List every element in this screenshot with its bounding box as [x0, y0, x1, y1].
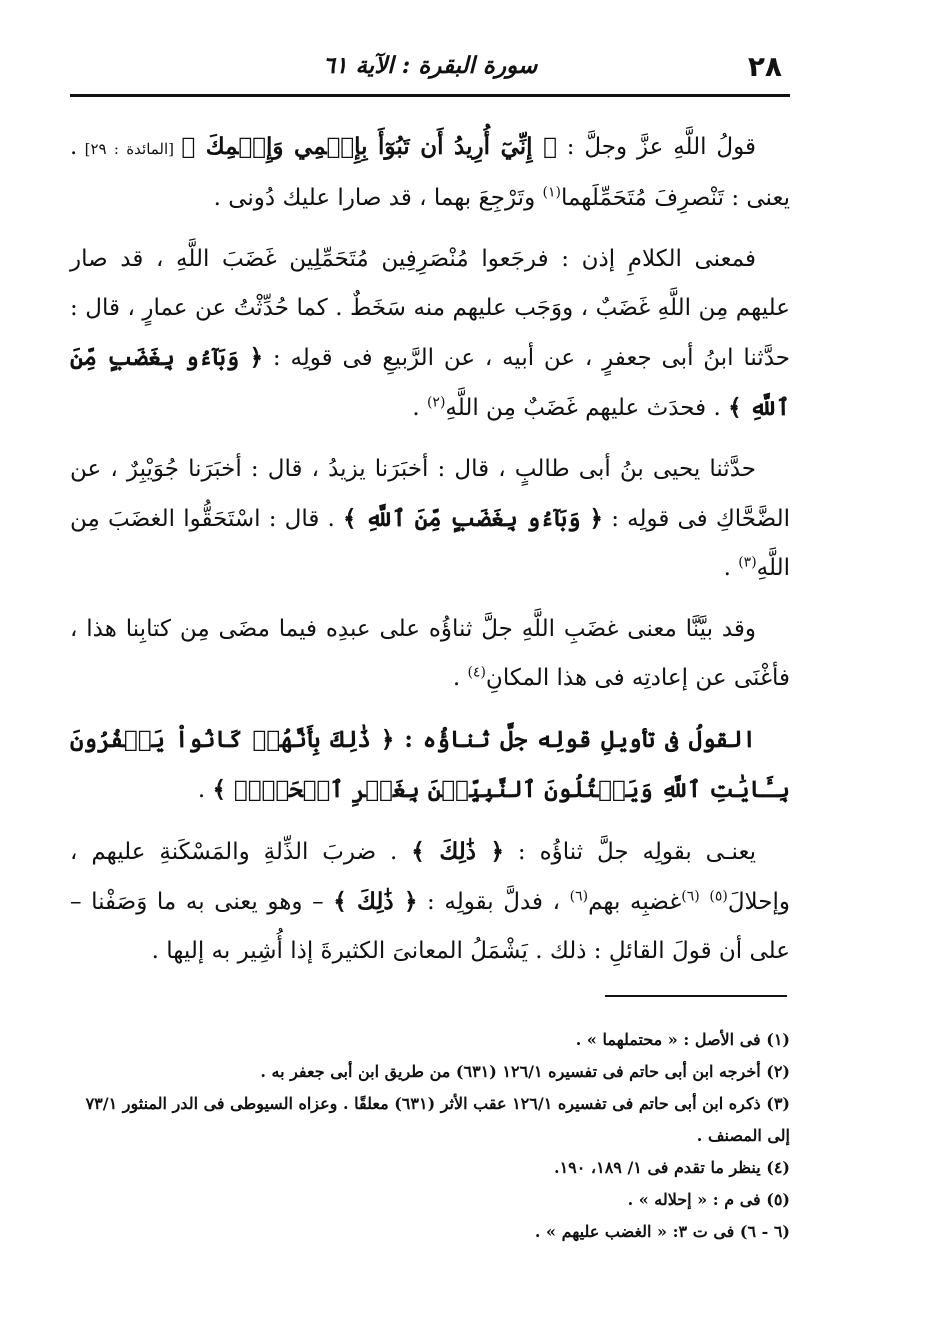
text-run: وقد بيَّنَّا معنى غضَبِ اللَّهِ جلَّ ثناؤُه على عبدِه فيما مضَى مِن كتابِنا هذا ، فأغْنَى عن إعادتِه فى هذا المكانِ — [70, 616, 790, 691]
footnote-3: (٣) ذكره ابن أبى حاتم فى تفسيره ١٢٦/١ عقب الأثر (٦٣١) معلقًا . وعزاه السيوطى فى الدر المنثور ٧٣/١ إلى المصنف . — [85, 1094, 790, 1145]
paragraph-3 — [70, 445, 790, 593]
footnotes — [70, 1024, 790, 1248]
text-run: . قال : اسْتَحَقُّوا الغضَبَ مِن اللَّهِ — [70, 506, 790, 581]
text-run: . يعنى : تَنْصرِفَ مُتَحَمِّلَهما — [70, 134, 790, 211]
footnote-marker: (٢) — [426, 394, 446, 411]
text-run: فمعنى الكلامِ إذن : فرجَعوا مُنْصَرِفِين مُتَحَمِّلِين غَضَبَ اللَّهِ ، قد صار عليهم مِن اللَّهِ غَضَبٌ ، ووَجَب عليهم منه سَخَطٌ . كما حُدِّثْتُ عن عمارٍ ، قال : حدَّثنا ابنُ أبى جعفرٍ ، عن أبيه ، عن الرَّبيعِ فى قولِه : — [70, 246, 790, 371]
footnote-marker: (٤) — [467, 664, 486, 681]
page-number: ٢٨ — [747, 50, 782, 83]
page-header — [70, 44, 790, 88]
paragraph-5 — [70, 715, 790, 815]
text-run: وتَرْجِعَ بهما ، قد صارا عليك دُونى . — [213, 185, 543, 211]
text-run — [700, 889, 710, 915]
text-run: . ضربَ الذِّلةِ والمَسْكَنةِ عليهم ، وإحلالَ — [70, 839, 790, 915]
text-run: – وهو يعنى به ما وَصَفْنا – على أن قولَ القائلِ : ذلك . يَشْمَلُ المعانىَ الكثيرةَ إذا أُشِير به إليها . — [70, 889, 790, 964]
text-run: . — [452, 665, 468, 691]
header-divider — [70, 94, 790, 97]
text-run: قولُ اللَّهِ عزَّ وجلَّ : — [556, 134, 756, 160]
paragraph-6 — [70, 827, 790, 976]
footnote-5: (٥) فى م : « إحلاله » . — [627, 1190, 790, 1209]
text-run: ، فدلَّ بقولِه : — [417, 889, 570, 915]
text-run: . فحدَث عليهم غَضَبٌ مِن اللَّهِ — [445, 395, 729, 421]
footnote-marker: (٦) — [569, 888, 589, 905]
quran-verse: ﴿ ذَٰلِكَ بِأَنَّهُمۡ كَانُواْ يَكۡفُرُونَ بِـَٔايَٰتِ ٱللَّهِ وَيَقۡتُلُونَ ٱلنَّبِيِّـۧنَ بِغَيۡرِ ٱلۡحَقِّۗ ﴾ — [70, 726, 790, 803]
text-run: يعنـى بقولِه جلَّ ثناؤُه : — [504, 839, 756, 865]
text-run: . — [412, 395, 427, 421]
footnote-marker: (٥) — [709, 888, 728, 905]
quran-verse: ﴿ وَبَآءُو بِغَضَبٍ مِّنَ ٱللَّهِ ﴾ — [70, 344, 790, 421]
footnote-marker: (١) — [542, 184, 561, 201]
paragraph-2 — [70, 235, 790, 433]
paragraph-4 — [70, 605, 790, 703]
footnote-6: (٦ - ٦) فى ت ٣: « الغضب عليهم » . — [534, 1222, 790, 1241]
footnote-1: (١) فى الأصل : « محتملهما » . — [575, 1030, 790, 1049]
running-title: سورة البقرة : الآية ٦١ — [322, 52, 538, 79]
paragraph-1 — [70, 122, 790, 223]
footnote-2: (٢) أخرجه ابن أبى حاتم فى تفسيره ١٢٦/١ (٦٣١) من طريق ابن أبى جعفر به . — [260, 1062, 790, 1081]
text-run: غضبِه بهم — [588, 889, 682, 915]
footnote-marker: (٦) — [681, 888, 700, 905]
text-run: حدَّثنا يحيى بنُ أبى طالبٍ ، قال : أخبَرَنا يزيدُ ، قال : أخبَرَنا جُوَيْبِرٌ ، عن الضَّحَّاكِ فى قولِه : — [70, 456, 790, 532]
text-run: . — [197, 777, 213, 803]
quran-verse: ﴿ ذَٰلِكَ ﴾ — [411, 838, 505, 865]
section-heading: القولُ فى تأويلِ قولِه جلَّ ثناؤُه : — [394, 726, 756, 753]
main-text — [70, 122, 790, 988]
verse-citation: [المائدة : ٢٩] — [77, 140, 182, 158]
quran-verse: ﴿ ذَٰلِكَ ﴾ — [333, 888, 418, 915]
text-run: . — [723, 555, 739, 581]
footnote-divider — [605, 995, 787, 997]
quran-verse: ﴿ إِنِّيٓ أُرِيدُ أَن تَبُوٓأَ بِإِثۡمِي وَإِثۡمِكَ ﴾ — [181, 133, 557, 160]
footnote-4: (٤) ينظر ما تقدم فى ١/ ١٨٩، ١٩٠. — [554, 1158, 790, 1177]
footnote-marker: (٣) — [738, 554, 757, 571]
quran-verse: ﴿ وَبَآءُو بِغَضَبٍ مِّنَ ٱللَّهِ ﴾ — [343, 505, 604, 532]
